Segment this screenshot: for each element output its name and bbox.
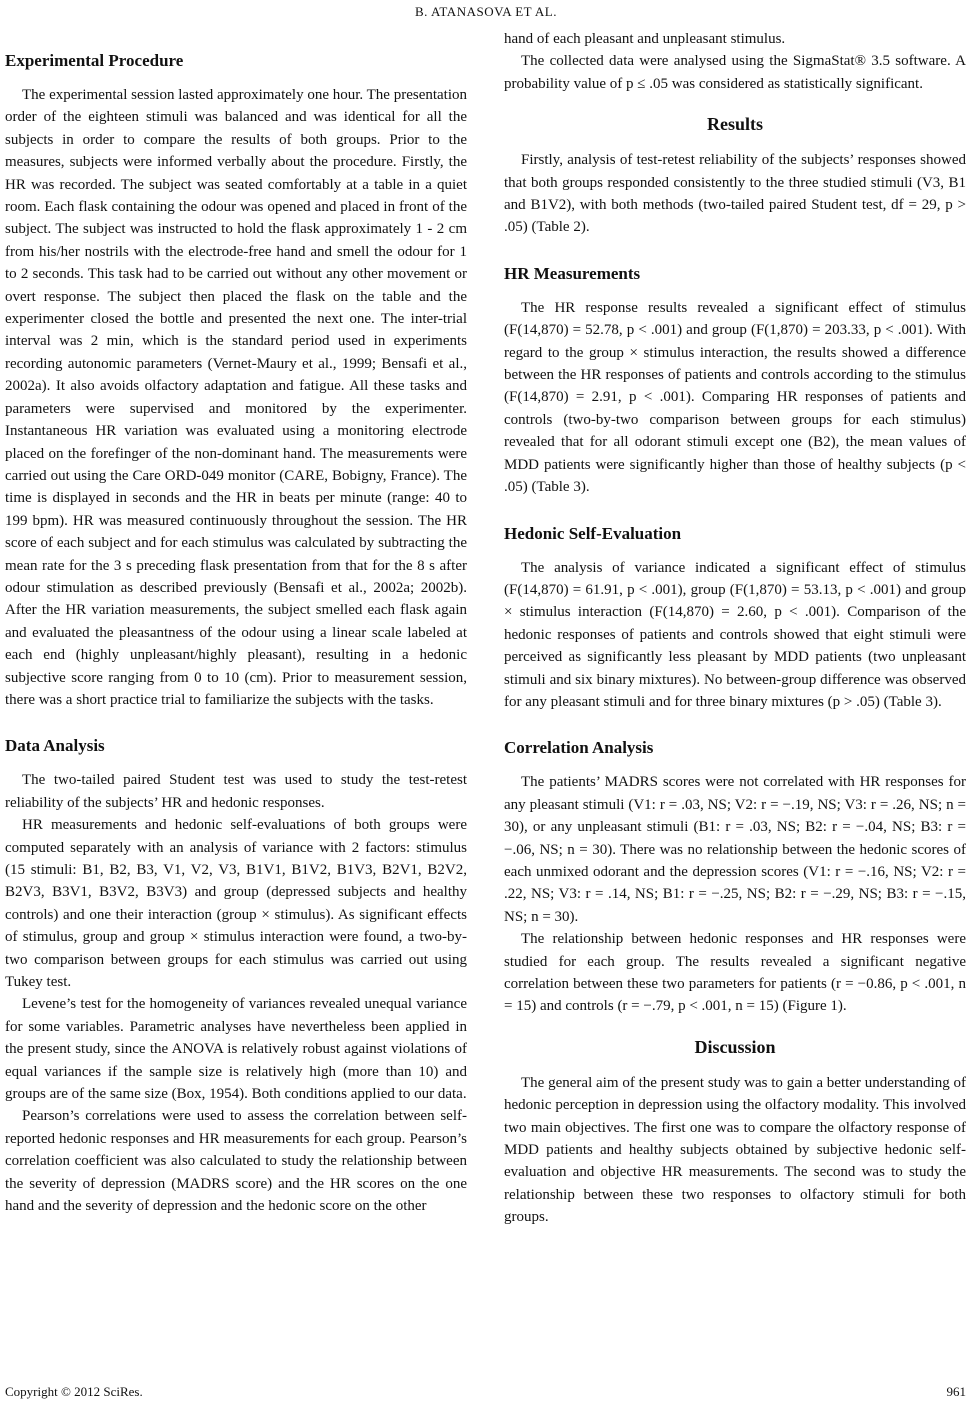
- section-heading-data-analysis: Data Analysis: [5, 736, 105, 756]
- left-column: [5, 28, 467, 1218]
- section-heading-hr-measurements: HR Measurements: [504, 263, 641, 283]
- footer-copyright: Copyright © 2012 SciRes.: [5, 1384, 143, 1399]
- paragraph: The two-tailed paired Student test was used to study the test-retest reliability of the subjects’ HR and hedonic responses.: [5, 772, 467, 811]
- section-heading-discussion: Discussion: [694, 1036, 776, 1057]
- paragraph: Pearson’s correlations were used to assess the correlation between self-reported hedonic responses and HR measurements for each group. Pearson’s correlation coefficient was also calculated to study the relationship between the severity of depression (MADRS score) and the HR scores on the one hand and the severity of depression and the hedonic score on the other: [5, 1108, 467, 1215]
- paragraph: Firstly, analysis of test-retest reliability of the subjects’ responses showed that both groups responded consistently to the three studied stimuli (V3, B1 and B1V2), with both methods (two-tailed paired Student test, df = 29, p > .05) (Table 2).: [504, 152, 966, 236]
- running-header: B. ATANASOVA ET AL.: [415, 4, 557, 19]
- paragraph-continuation: hand of each pleasant and unpleasant stimulus.: [504, 31, 786, 47]
- section-heading-experimental-procedure: Experimental Procedure: [5, 51, 184, 70]
- paragraph: HR measurements and hedonic self-evaluations of both groups were computed separately with an analysis of variance with 2 factors: stimulus (15 stimuli: B1, B2, B3, V1, V2, V3, B1V1, B1V2, B1V3, B2V1, B2V2, B2V3, B3V1, B3V2, B3V3) and group (depressed subjects and healthy controls) and one their interaction (group × stimulus). As significant effects of stimulus, group and group × stimulus interaction were found, a two-by-two comparison between groups for each stimulus was carried out using Tukey test.: [5, 817, 467, 991]
- paragraph: The HR response results revealed a significant effect of stimulus (F(14,870) = 52.78, p < .001) and group (F(1,870) = 203.33, p < .001). With regard to the group × stimulus interaction, the results showed a difference between the HR responses of patients and controls according to the stimulus (F(14,870) = 2.91, p < .001). Comparing HR responses of patients and controls (two-by-two comparison between groups for each stimulus) revealed that for all odorant stimuli except one (B2), the mean values of MDD patients were significantly higher than those of healthy subjects (p < .05) (Table 3).: [504, 299, 966, 496]
- paragraph: The experimental session lasted approximately one hour. The presentation order of the eighteen stimuli was balanced and was identical for all the subjects in order to compare the results of both groups. Prior to the measures, subjects were informed verbally about the procedure. Firstly, the HR was recorded. The subject was seated comfortably at a table in a quiet room. Each flask containing the odour was opened and placed in front of the subject. The subject was instructed to hold the flask approximately 1 - 2 cm from his/her nostrils with the electrode-free hand and smell the odour for 1 to 2 seconds. This task had to be carried out without any other movement or overt response. The subject then placed the flask on the table and the experimenter closed the bottle and presented the next one. The inter-trial interval was 2 min, which is the standard period used in experiments recording autonomic parameters (Vernet-Maury et al., 1999; Bensafi et al., 2002a). It also avoids olfactory adaptation and fatigue. All these tasks and parameters were supervised and monitored by the experimenter. Instantaneous HR variation was evaluated using a monitoring electrode placed on the forefinger of the non-dominant hand. The measurements were carried out using the Care ORD-049 monitor (CARE, Bobigny, France). The time is displayed in seconds and the HR in beats per minute (range: 40 to 199 bpm). HR was measured continuously throughout the session. The HR score of each subject and for each stimulus was calculated by subtracting the mean rate for the 3 s preceding flask presentation from that for the 8 s after odour stimulation as described previously (Bensafi et al., 2002a; 2002b). After the HR variation measurements, the subject smelled each flask again and evaluated the pleasantness of the odour using a linear scale labeled at each end (highly unpleasant/highly pleasant), resulting in a hedonic subjective score ranging from 0 to 10 (cm). Prior to measurement session, there was a short practice trial to familiarize the subjects with the tasks.: [5, 87, 468, 708]
- section-heading-hedonic-self-evaluation: Hedonic Self-Evaluation: [504, 523, 682, 543]
- paragraph: Levene’s test for the homogeneity of variances revealed unequal variance for some variables. Parametric analyses have nevertheless been applied in the present study, since the ANOVA is relatively robust against violations of equal variances if the sample size is relatively high (more than 10) and groups are of the same size (Box, 1954). Both conditions applied to our data.: [5, 996, 467, 1103]
- footer-page-number: 961: [946, 1384, 966, 1399]
- paragraph: The patients’ MADRS scores were not correlated with HR responses for any pleasant stimuli (V1: r = .03, NS; V2: r = −.19, NS; V3: r = .26, NS; n = 30), or any unpleasant stimuli (B1: r = .03, NS; B2: r = −.04, NS; B3: r = −.06, NS; n = 30). There was no relationship between the hedonic scores of each unmixed odorant and the depression scores (V1: r = −.16, NS; V2: r = .22, NS; V3: r = .14, NS; B1: r = −.25, NS; B2: r = −.29, NS; B3: r = −.15, NS; n = 30).: [504, 774, 966, 925]
- paragraph: The analysis of variance indicated a significant effect of stimulus (F(14,870) = 61.91, p < .001), group (F(1,870) = 53.13, p < .001) and group × stimulus interaction (F(14,870) = 2.60, p < .001). Comparison of the hedonic responses of patients and controls showed that eight stimuli were perceived as significantly less pleasant by MDD patients (two unpleasant stimuli and six binary mixtures). No between-group difference was observed for any pleasant stimuli and for three binary mixtures (p > .05) (Table 3).: [504, 559, 966, 710]
- section-heading-correlation-analysis: Correlation Analysis: [504, 738, 654, 758]
- paragraph: The collected data were analysed using the SigmaStat® 3.5 software. A probability value of p ≤ .05 was considered as statistically significant.: [504, 53, 966, 92]
- paragraph: The general aim of the present study was to gain a better understanding of hedonic perception in depression using the olfactory modality. This involved two main objectives. The first one was to compare the olfactory response of MDD patients and healthy subjects obtained by subjective hedonic self-evaluation and objective HR measurements. The second was to study the relationship between these two responses to olfactory stimuli for both groups.: [504, 1074, 966, 1226]
- section-heading-results: Results: [706, 114, 763, 135]
- right-column: [504, 28, 966, 1229]
- paragraph: The relationship between hedonic responses and HR responses were studied for each group. The results revealed a significant negative correlation between these two parameters for patients (r = −0.86, p < .001, n = 15) and controls (r = −.79, p < .001, n = 15) (Figure 1).: [504, 931, 966, 1015]
